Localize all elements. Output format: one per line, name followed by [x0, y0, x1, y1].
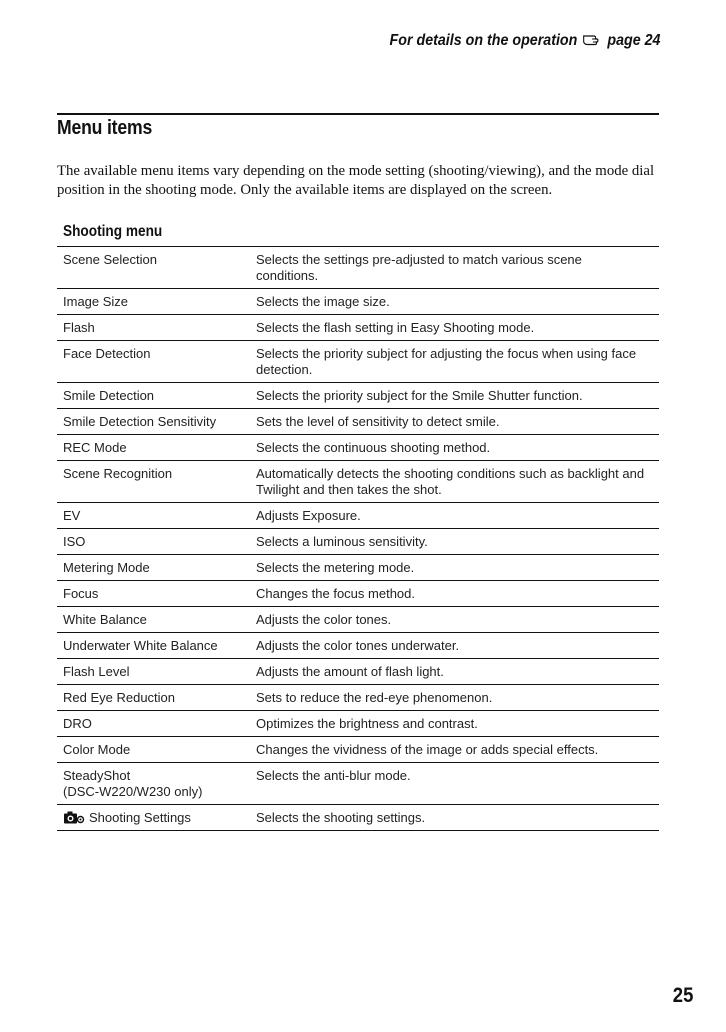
menu-item-label: EV — [63, 508, 81, 523]
table-row — [57, 763, 659, 805]
menu-item-description: Selects the flash setting in Easy Shooting mode. — [256, 320, 535, 335]
menu-item-description: Optimizes the brightness and contrast. — [256, 716, 478, 731]
menu-item-label: Red Eye Reduction — [63, 690, 176, 705]
table-row — [57, 737, 659, 763]
menu-item-label: Flash Level — [63, 664, 130, 679]
table-row — [57, 581, 659, 607]
shooting-menu-title: Shooting menu — [63, 223, 163, 240]
table-row — [57, 341, 659, 383]
menu-item-label: ISO — [63, 534, 86, 549]
menu-item-label: Focus — [63, 586, 99, 601]
operation-reference — [389, 32, 660, 50]
table-row — [57, 461, 659, 503]
menu-item-name — [57, 810, 256, 826]
menu-item-description: Sets the level of sensitivity to detect smile. — [256, 414, 500, 429]
menu-item-name — [57, 638, 256, 654]
menu-item-description: Changes the vividness of the image or adds special effects. — [256, 742, 599, 757]
section-title: Menu items — [57, 117, 153, 139]
menu-item-label: Shooting Settings — [89, 810, 191, 825]
menu-item-description: Automatically detects the shooting conditions such as backlight and Twilight and then takes the shot. — [256, 466, 645, 497]
menu-item-name — [57, 716, 256, 732]
table-row — [57, 409, 659, 435]
menu-item-label: Face Detection — [63, 346, 151, 361]
menu-item-label: SteadyShot — [63, 768, 131, 783]
menu-item-label: DRO — [63, 716, 92, 731]
menu-item-name — [57, 440, 256, 456]
menu-item-description: Selects the continuous shooting method. — [256, 440, 491, 455]
menu-item-description: Selects the metering mode. — [256, 560, 415, 575]
menu-item-description: Selects the priority subject for the Smile Shutter function. — [256, 388, 583, 403]
menu-item-name — [57, 346, 256, 378]
table-row — [57, 247, 659, 289]
table-row — [57, 555, 659, 581]
shooting-menu-table — [57, 246, 659, 831]
menu-item-name — [57, 414, 256, 430]
menu-item-name — [57, 294, 256, 310]
operation-reference-text: For details on the operation — [389, 32, 577, 49]
table-row — [57, 633, 659, 659]
menu-item-description: Sets to reduce the red-eye phenomenon. — [256, 690, 493, 705]
menu-item-description: Selects the priority subject for adjusting the focus when using face detection. — [256, 346, 637, 377]
menu-item-description: Selects the anti-blur mode. — [256, 768, 411, 783]
menu-item-label: White Balance — [63, 612, 147, 627]
table-row — [57, 805, 659, 831]
menu-item-note: (DSC-W220/W230 only) — [63, 784, 203, 799]
intro-paragraph: The available menu items vary depending on the mode setting (shooting/viewing), and the mode dial position in the shooting mode. Only the available items are displayed on the screen. — [57, 163, 655, 198]
page-number: 25 — [672, 984, 693, 1007]
menu-item-name — [57, 466, 256, 498]
table-row — [57, 503, 659, 529]
table-row — [57, 685, 659, 711]
menu-item-label: Scene Selection — [63, 252, 157, 267]
menu-item-label: Smile Detection Sensitivity — [63, 414, 217, 429]
table-row — [57, 315, 659, 341]
menu-item-description: Selects the image size. — [256, 294, 390, 309]
camera-settings-icon — [63, 810, 85, 825]
page-reference: page 24 — [606, 32, 660, 49]
menu-item-name — [57, 768, 256, 800]
table-row — [57, 383, 659, 409]
menu-item-name — [57, 612, 256, 628]
table-row — [57, 607, 659, 633]
menu-item-label: Underwater White Balance — [63, 638, 218, 653]
menu-item-label: Scene Recognition — [63, 466, 173, 481]
menu-item-name — [57, 664, 256, 680]
table-row — [57, 289, 659, 315]
menu-item-description: Selects a luminous sensitivity. — [256, 534, 428, 549]
menu-item-label: REC Mode — [63, 440, 127, 455]
menu-item-description: Adjusts Exposure. — [256, 508, 361, 523]
menu-item-name — [57, 690, 256, 706]
table-row — [57, 711, 659, 737]
menu-item-description: Selects the shooting settings. — [256, 810, 426, 825]
menu-item-description: Adjusts the color tones underwater. — [256, 638, 460, 653]
menu-item-name — [57, 560, 256, 576]
table-row — [57, 659, 659, 685]
menu-item-name — [57, 388, 256, 404]
menu-item-description: Adjusts the amount of flash light. — [256, 664, 444, 679]
menu-item-description: Adjusts the color tones. — [256, 612, 392, 627]
table-row — [57, 435, 659, 461]
menu-item-name — [57, 252, 256, 284]
section-divider — [57, 113, 659, 115]
menu-item-description: Selects the settings pre-adjusted to match various scene conditions. — [256, 252, 582, 283]
table-row — [57, 529, 659, 555]
pointing-hand-icon — [583, 32, 601, 46]
menu-item-description: Changes the focus method. — [256, 586, 415, 601]
menu-item-name — [57, 508, 256, 524]
menu-item-name — [57, 742, 256, 758]
menu-item-name — [57, 534, 256, 550]
menu-item-label: Flash — [63, 320, 95, 335]
menu-item-label: Smile Detection — [63, 388, 155, 403]
menu-item-label: Color Mode — [63, 742, 131, 757]
menu-item-label: Image Size — [63, 294, 129, 309]
menu-item-name — [57, 320, 256, 336]
menu-item-label: Metering Mode — [63, 560, 150, 575]
menu-item-name — [57, 586, 256, 602]
